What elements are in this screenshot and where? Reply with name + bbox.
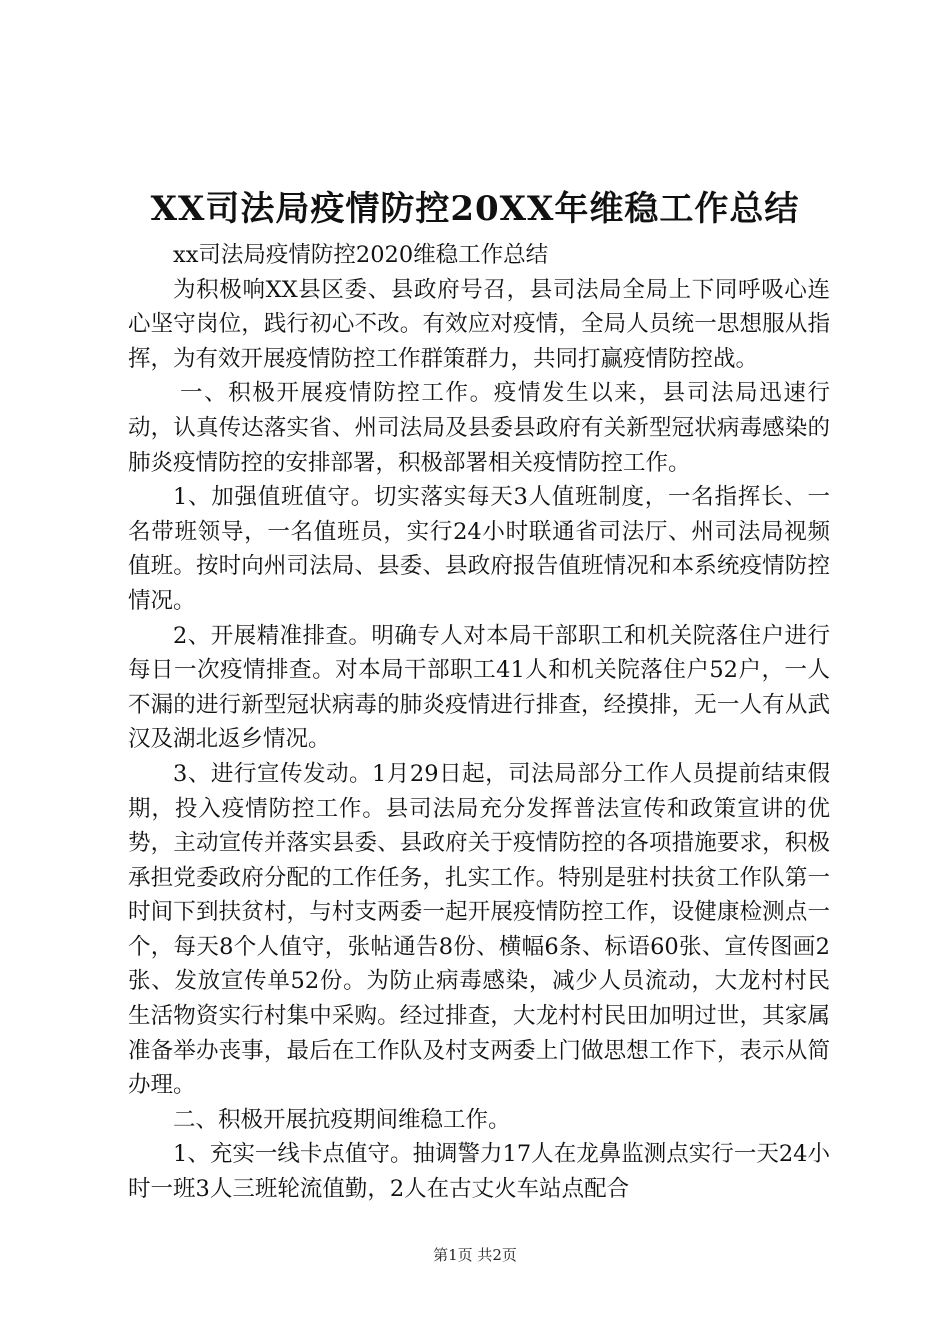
page-number: 第1页 共2页 [433,1246,517,1264]
paragraph-section-one: 一、积极开展疫情防控工作。疫情发生以来，县司法局迅速行动，认真传达落实省、州司法局及县委县政府有关新型冠状病毒感染的肺炎疫情防控的安排部署，积极部署相关疫情防控工作。 [128,380,830,476]
paragraph-item-duty: 1、加强值班值守。切实落实每天3人值班制度，一名指挥长、一名带班领导，一名值班员，实行24小时联通省司法厅、州司法局视频值班。按时向州司法局、县委、县政府报告值班情况和本系统疫情防控情况。 [128,484,830,614]
document-body [128,238,830,1207]
document-subtitle: xx司法局疫情防控2020维稳工作总结 [173,242,549,268]
paragraph-item-publicity: 3、进行宣传发动。1月29日起，司法局部分工作人员提前结束假期，投入疫情防控工作。县司法局充分发挥普法宣传和政策宣讲的优势，主动宣传并落实县委、县政府关于疫情防控的各项措施要求，积极承担党委政府分配的工作任务，扎实工作。特别是驻村扶贫工作队第一时间下到扶贫村，与村支两委一起开展疫情防控工作，设健康检测点一个，每天8个人值守，张帖通告8份、横幅6条、标语60张、宣传图画2张、发放宣传单52份。为防止病毒感染，减少人员流动，大龙村村民生活物资实行村集中采购。经过排查，大龙村村民田加明过世，其家属准备举办丧事，最后在工作队及村支两委上门做思想工作下，表示从简办理。 [128,760,830,1099]
paragraph-section-two: 二、积极开展抗疫期间维稳工作。 [173,1106,511,1133]
document-title: XX司法局疫情防控20XX年维稳工作总结 [150,189,800,229]
paragraph-item-checkpoint: 1、充实一线卡点值守。抽调警力17人在龙鼻监测点实行一天24小时一班3人三班轮流值勤，2人在古丈火车站点配合 [128,1141,830,1203]
paragraph-item-screening: 2、开展精准排查。明确专人对本局干部职工和机关院落住户进行每日一次疫情排查。对本局干部职工41人和机关院落住户52户，一人不漏的进行新型冠状病毒的肺炎疫情进行排查，经摸排，无一人有从武汉及湖北返乡情况。 [128,622,830,753]
paragraph-intro: 为积极响XX县区委、县政府号召，县司法局全局上下同呼吸心连心坚守岗位，践行初心不改。有效应对疫情，全局人员统一思想服从指挥，为有效开展疫情防控工作群策群力，共同打赢疫情防控战。 [128,276,830,372]
